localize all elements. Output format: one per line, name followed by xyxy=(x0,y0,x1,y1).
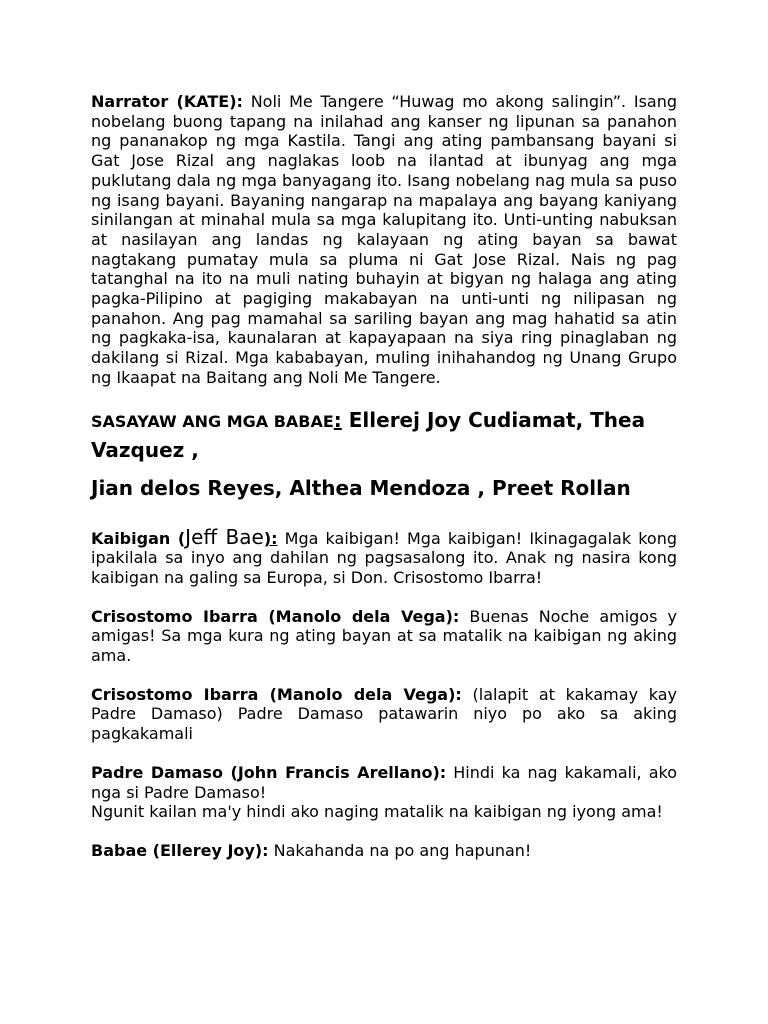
damaso-text-2: Ngunit kailan ma'y hindi ako naging matalik na kaibigan ng iyong ama! xyxy=(91,802,663,822)
damaso-text: Hindi ka nag kakamali, ako nga si Padre Damaso! xyxy=(91,762,677,802)
dancers-names-2: Jian delos Reyes, Althea Mendoza , Preet Rollan xyxy=(91,475,631,500)
babae-text: Nakahanda na po ang hapunan! xyxy=(268,840,532,860)
narrator-text: Noli Me Tangere “Huwag mo akong salingin”. Isang nobelang buong tapang na inilahad ang kanser ng lipunan sa panahon ng pananakop ng mga Kastila. Tangi ang ating pambansang bayani si Gat Jose Rizal ang naglakas loob na ilantad at ibunyag ang mga puklutang dala ng mga banyagang ito. Isang nobelang nag mula sa puso ng isang bayani. Bayaning nangarap na mapalaya ang bayang kaniyang sinilangan at minahal mula sa mga kalupitang ito. Unti-unting nabuksan at nasilayan ang landas ng kalayaan ng ating bayan sa bawat nagtakang pumatay mula sa pluma ni Gat Jose Rizal. Nais ng pag tatanghal na ito na muli nating buhayin at bigyan ng halaga ang ating pagka-Pilipino at pagiging makabayan na unti-unti ng nilipasan ng panahon. Ang pag mamahal sa sariling bayan ang mag hahatid sa atin ng pagkaka-isa, kaunalaran at kapayapaan na siya ring pinaglaban ng dakilang si Rizal. Mga kababayan, muling inihahandog ng Unang Grupo ng Ikaapat na Baitang ang Noli Me Tangere. xyxy=(91,92,677,387)
dancers-names-line xyxy=(91,474,677,502)
damaso-paragraph xyxy=(91,763,677,802)
kaibigan-paragraph xyxy=(91,524,678,588)
narrator-paragraph xyxy=(91,92,677,388)
kaibigan-text: Mga kaibigan! Mga kaibigan! Ikinagagalak kong ipakilala sa inyo ang dahilan ng pagsasalong ito. Anak ng nasira kong kaibigan na galing sa Europa, si Don. Crisostomo Ibarra! xyxy=(91,528,678,587)
kaibigan-speaker-prefix: Kaibigan ( xyxy=(91,528,186,548)
dancers-label: SASAYAW ANG MGA BABAE xyxy=(91,411,334,431)
ibarra-text-2: (lalapit at kakamay kay Padre Damaso) Padre Damaso patawarin niyo po ako sa aking pagkakamali xyxy=(91,684,677,744)
babae-speaker: Babae (Ellerey Joy): xyxy=(91,840,269,860)
spacer xyxy=(91,744,677,763)
dancers-line xyxy=(91,406,677,464)
ibarra-paragraph-1 xyxy=(91,607,677,666)
babae-paragraph xyxy=(91,841,677,861)
narrator-speaker: Narrator (KATE): xyxy=(91,92,243,111)
dancers-names-1: Ellerej Joy Cudiamat, Thea Vazquez , xyxy=(91,407,646,462)
damaso-paragraph-2 xyxy=(91,802,677,822)
kaibigan-speaker-name: Jeff Bae xyxy=(185,524,264,549)
spacer xyxy=(91,822,677,841)
ibarra-paragraph-2 xyxy=(91,685,677,744)
ibarra-speaker-2: Crisostomo Ibarra (Manolo dela Vega): xyxy=(91,684,462,704)
spacer xyxy=(91,588,677,607)
dancers-colon: : xyxy=(333,407,342,432)
ibarra-text-1: Buenas Noche amigos y amigas! Sa mga kura ng ating bayan at sa matalik na kaibigan ng aking ama. xyxy=(91,606,677,666)
spacer xyxy=(91,666,677,685)
script-document xyxy=(91,92,677,861)
damaso-speaker: Padre Damaso (John Francis Arellano): xyxy=(91,762,447,782)
ibarra-speaker-1: Crisostomo Ibarra (Manolo dela Vega): xyxy=(91,606,460,626)
kaibigan-speaker-suffix: ): xyxy=(263,528,278,548)
